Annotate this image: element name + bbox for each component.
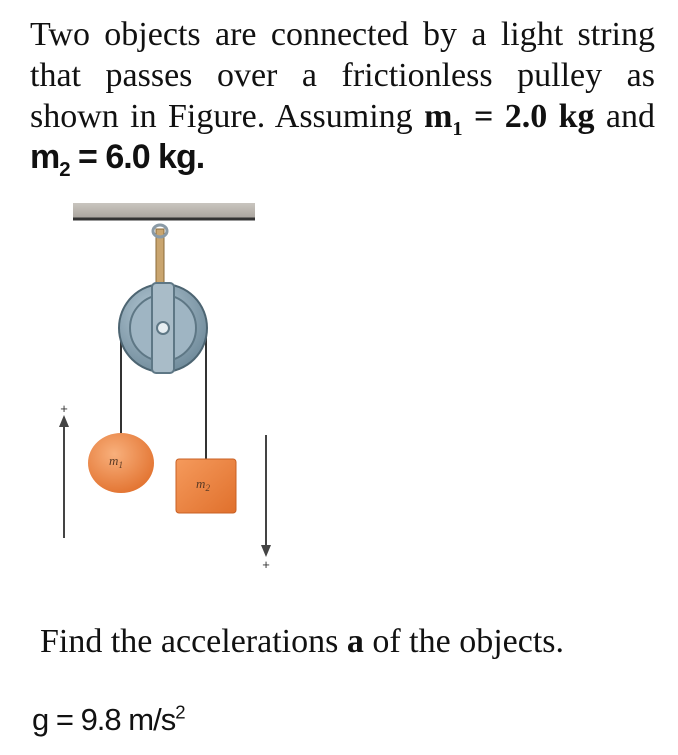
mass1-value: = 2.0 kg [473, 98, 595, 135]
mass1-ball [88, 433, 154, 493]
mass2-label: $m_2$ [196, 476, 210, 493]
gravity-constant: g = 9.8 $m/s^2$ [32, 701, 185, 737]
ceiling-bar [73, 203, 255, 219]
arrow-right-sign: + [262, 557, 270, 572]
arrow-down-icon [261, 435, 271, 557]
mass2-expression: $m_2 = 6.0$ kg. [30, 138, 205, 181]
arrow-left-sign: + [60, 401, 68, 416]
problem-statement [30, 14, 656, 181]
mass1-symbol: $m_1$ [424, 98, 463, 140]
question-text: Find the accelerations a of the objects. [40, 623, 565, 660]
mass2-block [176, 459, 236, 513]
pulley-icon [119, 283, 207, 373]
arrow-up-icon [59, 415, 69, 538]
pulley-figure [40, 195, 300, 575]
mass1-label: $m_1$ [109, 453, 123, 470]
problem-intro-text: Two objects are connected by a light string that passes over a frictionless pulley as shown in Figure. Assuming [30, 16, 655, 135]
acceleration-symbol: a [346, 623, 364, 660]
and-text: and [605, 98, 656, 135]
